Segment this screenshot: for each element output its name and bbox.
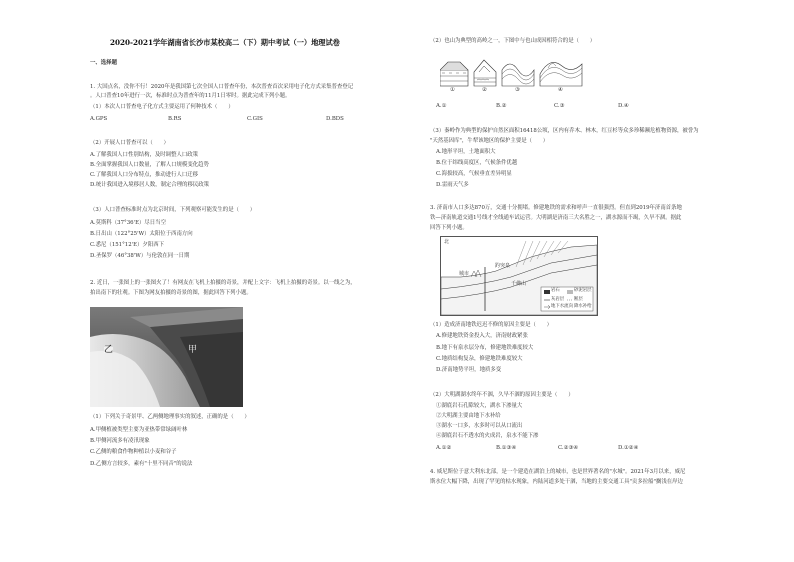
aerial-photo (90, 307, 243, 407)
city-label: 城市 (459, 271, 470, 277)
q3-sub2-opt-a: A.①② (436, 445, 452, 451)
q4-stem-line2: 斯水位大幅下降，出现了罕见的枯水现象，内陆河道多处干涸，当地的主要交通工具"贡多拉船"搁浅在岸边 (430, 479, 683, 485)
q3-sub2-item-3: ③湖水一口多，水多时可以从口流出 (436, 423, 523, 429)
q1-sub3: （3）人口普查标准时点为北京时间，下列观察可能发生的是（ ） (90, 207, 256, 213)
q2-sub3-opt-d: D.雷雨天气多 (436, 182, 469, 188)
q3-sub1-opt-c: C.地质结构复杂，修建地铁难度较大 (436, 356, 523, 362)
legend-groundwater: 地下水流向 (551, 304, 573, 309)
q2-sub2-opt-d: D.④ (618, 103, 629, 109)
north-label: 北 (444, 239, 450, 245)
section-heading: 一、选择题 (90, 60, 117, 66)
legend-rock: 岩石 (551, 288, 560, 293)
q3-sub1-opt-a: A.修建地铁资金投入大，济南财政紧张 (436, 333, 528, 339)
q1-sub2-opt-b: B.全面掌握我国人口数量，了解人口规模变化趋势 (90, 162, 209, 168)
q2-sub1-opt-d: D.乙侧方言较多，素有"十里不同音"的说法 (90, 461, 193, 467)
spring-label: 趵突泉 (495, 263, 511, 269)
q2-sub1-opt-a: A.甲侧植被类型主要为亚热带常绿阔叶林 (90, 427, 188, 433)
q2-sub2-opt-c: C.③ (554, 103, 565, 109)
q3-sub2-item-2: ②大明湖主要由地下水补给 (436, 413, 501, 419)
legend-sandstone: 砂泥岩层 (574, 288, 592, 293)
legend-fault: 断层 (574, 297, 583, 302)
fig-label-1: ① (450, 87, 455, 93)
q2-sub1-opt-b: B.甲侧河流多有凌汛现象 (90, 438, 150, 444)
exam-title: 2020-2021学年湖南省长沙市某校高二（下）期中考试（一）地理试卷 (110, 38, 340, 47)
q1-sub2-opt-c: C.了解我国人口分布特点，推动进行人口迁移 (90, 172, 199, 178)
q1-sub2-opt-d: D.统计我国进入境移居人数，制定合理的移民政策 (90, 182, 210, 188)
q2-sub3-opt-a: A.地形平坦，土地面积大 (436, 149, 496, 155)
q1-sub2-opt-a: A.了解我国人口性别结构，及时调整人口政策 (90, 152, 199, 158)
q1-sub3-opt-a: A.莫斯科（37°36'E）尽日当空 (90, 220, 166, 226)
fig-label-4: ④ (558, 87, 563, 93)
q1-sub1: （1）本次人口普查电子化方式主要运用了何种技术（ ） (90, 104, 234, 110)
q3-stem-line3: 回答下列小题。 (430, 225, 468, 231)
q2-sub1: （1）下列关于奇景甲、乙两侧地理事实的叙述，正确的是（ ） (90, 414, 250, 420)
q1-stem-line1: 1. 大国点名，没你不行！2020年是我国第七次全国人口普查年份，本次普查首次采用电子化方式采集普查登记 (90, 84, 354, 90)
q2-sub2: （2）也山为典型的高岭之一，下图中与也山成因相符合的是（ ） (430, 38, 596, 44)
q1-sub1-opt-c: C.GIS (247, 116, 263, 122)
q2-sub3-line2: "天然基因库"，牛犁该地区的保护主要是（ ） (430, 138, 549, 144)
q3-stem-line2: 铁—济南轨道交通1号线才全线通车试运营。大明湖是济南三大名胜之一，湖水源而不竭，久旱不涸。据此 (430, 215, 682, 221)
q3-sub2-opt-d: D.①②④ (618, 445, 639, 451)
q3-sub2-item-4: ④湖底岩石不透水的火成岩，泉水不能下渗 (436, 433, 539, 439)
q1-sub1-opt-d: D.BDS (326, 116, 344, 122)
q3-sub2-item-1: ①湖底岩石孔隙较大，湖水下渗量大 (436, 403, 523, 409)
jinan-geology-diagram (440, 236, 598, 316)
photo-label-jia: 甲 (188, 345, 198, 355)
q2-sub3-opt-b: B.位于纬线高度区，气候条件优越 (436, 160, 518, 166)
q1-stem-line2: 。人口普查10年进行一次，标准时点为普查年的11月1日零时。据此完成下列小题。 (90, 93, 291, 99)
q3-sub2: （2）大明湖湖水终年不涸，久旱不涸的原因主要是（ ） (430, 392, 574, 398)
fig-label-3: ③ (515, 87, 520, 93)
q3-stem-line1: 3. 济南市人口多达870万，交通十分拥堵。修建地铁的需求和呼声一直很强烈。但直到2019年济南首条地 (430, 205, 682, 211)
landform-diagrams (440, 52, 585, 94)
q3-sub1: （1）造成济南地铁迟迟不修的原因主要是（ ） (430, 322, 553, 328)
q1-sub2: （2）开展人口普查可以（ ） (90, 140, 169, 146)
q2-sub2-opt-b: B.② (496, 103, 507, 109)
legend-rain: 降水补给 (574, 304, 592, 309)
q1-sub3-opt-d: D.圣保罗（46°38'W）与伦敦在同一日期 (90, 253, 190, 259)
q2-sub3-line1: （3）秦岭作为典型的保护自然区面积16418公顷，区内有乔木、林木，红豆杉等众多珍稀濒危植物资源，被誉为 (430, 128, 699, 134)
q2-sub3-opt-c: C.海拔较高，气候垂直差异明显 (436, 171, 512, 177)
q4-stem-line1: 4. 威尼斯位于意大利东北部，是一个建造在湖泊上的城市，也是世界著名的"水城"。2021年3月以来，威尼 (430, 469, 686, 475)
q1-sub3-opt-b: B.日出山（122°25'W）太阳位于西南方向 (90, 231, 193, 237)
q2-stem-line1: 2. 近日，一张图上的一张图火了！有网友在飞机上拍摄的奇景，并配上文字：飞机上拍摄的奇景。以一线之为， (90, 280, 356, 286)
q3-sub1-opt-b: B.地下有泉水层分布，修建地铁难度较大 (436, 345, 534, 351)
fig-label-2: ② (482, 87, 487, 93)
q2-sub2-opt-a: A.① (436, 103, 447, 109)
q2-stem-line2: 拍出南下的壮观。下图为网友拍摄的奇景的图，据此回答下列小题。 (90, 290, 252, 296)
photo-label-yi: 乙 (104, 345, 114, 355)
q1-sub3-opt-c: C.悉尼（151°12'E）夕阳西下 (90, 242, 165, 248)
q2-sub1-opt-c: C.乙侧的粮食作物种植以小麦和谷子 (90, 449, 177, 455)
q3-sub1-opt-d: D.济南地势平坦，地质多变 (436, 367, 502, 373)
q3-sub2-opt-c: C.②③④ (558, 445, 579, 451)
q3-sub2-opt-b: B.①③④ (496, 445, 517, 451)
legend-limestone: 灰岩层 (551, 297, 565, 302)
q1-sub1-opt-b: B.RS (168, 116, 182, 122)
q1-sub1-opt-a: A.GPS (90, 116, 108, 122)
mountain-label: 千佛山 (511, 281, 527, 287)
